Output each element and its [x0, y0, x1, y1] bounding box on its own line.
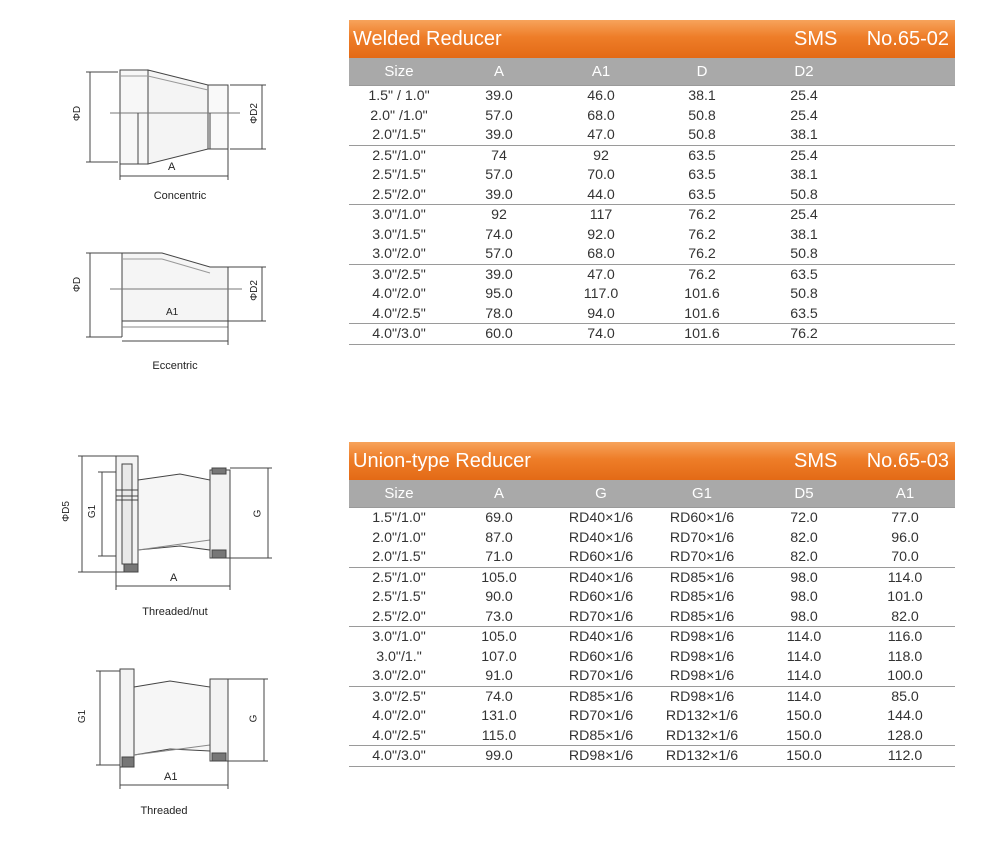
table-cell: 25.4 [790, 147, 818, 164]
table-cell: 76.2 [688, 226, 716, 243]
dim-label-d2: ΦD2 [248, 103, 260, 124]
col-header: Size [384, 63, 414, 80]
table-cell: 150.0 [786, 748, 822, 764]
threaded-drawing [60, 665, 280, 790]
table-cell: 107.0 [481, 648, 517, 665]
standard-label: SMS [794, 28, 838, 50]
dim-label-a: A [168, 161, 176, 173]
table-cell: 1.5" / 1.0" [368, 88, 430, 104]
row-group [349, 324, 955, 345]
table-cell: 77.0 [891, 510, 919, 526]
table-cell: 94.0 [587, 305, 615, 322]
table-row [349, 687, 955, 707]
table-cell: 105.0 [481, 629, 517, 645]
table-cell: RD40×1/6 [568, 629, 634, 645]
table-cell: 114.0 [887, 569, 923, 586]
table-cell: 92 [491, 207, 507, 223]
table-cell: 50.8 [790, 246, 818, 262]
table-cell: 2.5"/2.0" [372, 186, 426, 203]
table-cell: RD70×1/6 [669, 549, 735, 565]
table-cell: 60.0 [485, 326, 513, 342]
table-cell: 117.0 [583, 286, 619, 302]
table-row [349, 146, 955, 166]
table-cell: 150.0 [786, 727, 822, 744]
table-cell: 74.0 [587, 326, 615, 342]
row-group [349, 85, 955, 146]
union-title-bar [349, 442, 955, 480]
table-cell: 74.0 [485, 688, 513, 705]
dim-label-g1: G1 [87, 504, 99, 519]
table-cell: 74.0 [485, 226, 513, 243]
table-cell: 2.5"/1.0" [372, 569, 426, 586]
table-cell: 2.5"/1.5" [372, 167, 426, 183]
table-cell: 90.0 [485, 589, 513, 605]
table-header [349, 480, 955, 507]
table-cell: RD40×1/6 [568, 569, 634, 586]
table-cell: 82.0 [891, 608, 919, 625]
table-row [349, 587, 955, 607]
table-cell: 98.0 [790, 589, 818, 605]
table-cell: 114.0 [786, 648, 822, 665]
table-cell: RD132×1/6 [665, 727, 739, 744]
table-cell: 47.0 [587, 266, 615, 283]
table-cell: 105.0 [481, 569, 517, 586]
table-cell: 68.0 [587, 246, 615, 262]
table-cell: 150.0 [786, 708, 822, 724]
table-cell: 116.0 [887, 629, 923, 645]
table-cell: RD60×1/6 [568, 648, 634, 665]
table-cell: RD85×1/6 [669, 589, 735, 605]
table-cell: RD60×1/6 [669, 510, 735, 526]
table-row [349, 106, 955, 126]
table-cell: RD98×1/6 [669, 648, 735, 665]
table-cell: 50.8 [688, 107, 716, 124]
table-cell: RD60×1/6 [568, 549, 634, 565]
table-cell: 76.2 [688, 266, 716, 283]
table-cell: 44.0 [587, 186, 615, 203]
table-cell: RD132×1/6 [665, 708, 739, 724]
table-cell: 101.0 [887, 589, 923, 605]
dim-label-d2: ΦD2 [248, 280, 260, 301]
table-cell: 100.0 [887, 668, 923, 684]
table-cell: 98.0 [790, 569, 818, 586]
table-cell: 70.0 [891, 549, 919, 565]
table-cell: 39.0 [485, 88, 513, 104]
table-cell: 2.5"/1.0" [372, 147, 426, 164]
table-header [349, 58, 955, 85]
table-row [349, 607, 955, 627]
table-cell: 4.0"/3.0" [372, 748, 426, 764]
table-cell: 63.5 [688, 167, 716, 183]
table-row [349, 726, 955, 746]
dim-label-a1: A1 [164, 771, 178, 783]
col-header: Size [384, 485, 414, 502]
table-row [349, 304, 955, 324]
table-cell: 63.5 [688, 186, 716, 203]
table-cell: 47.0 [587, 127, 615, 143]
table-cell: 70.0 [587, 167, 615, 183]
table-row [349, 568, 955, 588]
table-cell: 38.1 [790, 167, 818, 183]
table-cell: RD132×1/6 [665, 748, 739, 764]
table-cell: 2.0"/1.5" [372, 127, 426, 143]
table-cell: 101.6 [684, 286, 720, 302]
table-cell: 4.0"/2.0" [372, 286, 426, 302]
table-cell: 2.5"/2.0" [372, 608, 426, 625]
table-cell: RD98×1/6 [669, 668, 735, 684]
table-row [349, 125, 955, 145]
table-title: Union-type Reducer [353, 450, 531, 472]
table-cell: 57.0 [485, 167, 513, 183]
table-row [349, 165, 955, 185]
table-cell: 25.4 [790, 107, 818, 124]
table-row [349, 265, 955, 285]
table-cell: 118.0 [887, 648, 923, 665]
table-cell: 98.0 [790, 608, 818, 625]
table-cell: 114.0 [786, 668, 822, 684]
table-cell: RD98×1/6 [669, 629, 735, 645]
table-cell: 63.5 [688, 147, 716, 164]
table-row [349, 647, 955, 667]
col-header: A [493, 485, 505, 502]
table-cell: RD60×1/6 [568, 589, 634, 605]
union-reducer-table [349, 442, 955, 767]
catalog-number: No.65-02 [866, 28, 949, 50]
table-row [349, 185, 955, 205]
table-cell: 50.8 [790, 286, 818, 302]
table-cell: 144.0 [887, 708, 923, 724]
table-cell: 2.0"/1.5" [372, 549, 426, 565]
col-header: A1 [895, 485, 915, 502]
table-cell: 4.0"/2.5" [372, 727, 426, 744]
table-row [349, 225, 955, 245]
threaded-nut-drawing [60, 450, 280, 590]
table-row [349, 244, 955, 264]
table-row [349, 284, 955, 304]
table-cell: 57.0 [485, 107, 513, 124]
table-cell: RD70×1/6 [669, 529, 735, 546]
col-header: D5 [794, 485, 814, 502]
table-cell: 99.0 [485, 748, 513, 764]
table-cell: 69.0 [485, 510, 513, 526]
table-cell: 3.0"/1." [376, 648, 422, 665]
table-cell: 92.0 [587, 226, 615, 243]
table-cell: 101.6 [684, 326, 720, 342]
table-cell: 3.0"/2.0" [372, 246, 426, 262]
table-cell: 112.0 [887, 748, 923, 764]
table-cell: 74 [491, 147, 507, 164]
concentric-drawing [70, 60, 280, 180]
table-row [349, 205, 955, 225]
table-cell: RD70×1/6 [568, 708, 634, 724]
col-header: D [696, 63, 708, 80]
table-cell: 92 [593, 147, 609, 164]
table-cell: 46.0 [587, 88, 615, 104]
table-cell: 38.1 [790, 226, 818, 243]
table-cell: 68.0 [587, 107, 615, 124]
table-row [349, 528, 955, 548]
table-row [349, 666, 955, 686]
table-cell: 85.0 [891, 688, 919, 705]
col-header: G [595, 485, 607, 502]
catalog-number: No.65-03 [866, 450, 949, 472]
table-cell: 3.0"/2.5" [372, 266, 426, 283]
table-cell: 95.0 [485, 286, 513, 302]
welded-title-bar [349, 20, 955, 58]
table-row [349, 706, 955, 726]
table-cell: 76.2 [688, 246, 716, 262]
table-cell: 128.0 [887, 727, 923, 744]
table-cell: 50.8 [790, 186, 818, 203]
dim-label-g1: G1 [77, 709, 89, 724]
table-cell: 78.0 [485, 305, 513, 322]
table-cell: 3.0"/2.5" [372, 688, 426, 705]
table-cell: 131.0 [481, 708, 517, 724]
table-cell: 25.4 [790, 207, 818, 223]
table-body [349, 85, 955, 345]
table-row [349, 746, 955, 766]
table-cell: 73.0 [485, 608, 513, 625]
row-group [349, 265, 955, 325]
row-group [349, 568, 955, 628]
table-cell: 63.5 [790, 305, 818, 322]
table-cell: 114.0 [786, 688, 822, 705]
table-cell: RD98×1/6 [669, 688, 735, 705]
dim-label-d: ΦD [72, 276, 84, 293]
table-title: Welded Reducer [353, 28, 502, 50]
col-header: A1 [591, 63, 611, 80]
dim-label-a1: A1 [166, 307, 179, 318]
table-row [349, 547, 955, 567]
table-cell: 3.0"/2.0" [372, 668, 426, 684]
table-cell: 3.0"/1.0" [372, 207, 426, 223]
dim-label-d: ΦD [72, 105, 84, 122]
table-body [349, 507, 955, 767]
table-cell: 76.2 [790, 326, 818, 342]
caption-threaded-nut: Threaded/nut [142, 606, 208, 618]
table-cell: 57.0 [485, 246, 513, 262]
table-cell: RD40×1/6 [568, 510, 634, 526]
table-cell: RD85×1/6 [669, 569, 735, 586]
table-cell: 87.0 [485, 529, 513, 546]
table-cell: 3.0"/1.5" [372, 226, 426, 243]
table-cell: RD70×1/6 [568, 608, 634, 625]
table-cell: 39.0 [485, 127, 513, 143]
table-cell: 2.0" /1.0" [370, 107, 428, 124]
table-cell: 2.5"/1.5" [372, 589, 426, 605]
table-cell: 63.5 [790, 266, 818, 283]
dim-label-d5: ΦD5 [60, 501, 72, 522]
caption-threaded: Threaded [140, 805, 188, 817]
table-cell: 39.0 [485, 186, 513, 203]
row-group [349, 146, 955, 206]
table-cell: RD40×1/6 [568, 529, 634, 546]
dim-label-a: A [170, 572, 178, 584]
table-cell: 4.0"/2.0" [372, 708, 426, 724]
row-group [349, 687, 955, 747]
table-cell: RD85×1/6 [568, 688, 634, 705]
col-header: A [493, 63, 505, 80]
table-cell: 2.0"/1.0" [372, 529, 426, 546]
table-row [349, 324, 955, 344]
col-header: G1 [691, 485, 713, 502]
table-cell: 1.5"/1.0" [372, 510, 426, 526]
table-cell: 72.0 [790, 510, 818, 526]
row-group [349, 507, 955, 568]
table-row [349, 627, 955, 647]
table-cell: 114.0 [786, 629, 822, 645]
table-cell: 71.0 [485, 549, 513, 565]
row-group [349, 627, 955, 687]
caption-eccentric: Eccentric [152, 360, 198, 372]
row-group [349, 746, 955, 767]
welded-reducer-table [349, 20, 955, 345]
dim-label-g: G [248, 714, 260, 723]
table-cell: 91.0 [485, 668, 513, 684]
table-cell: 76.2 [688, 207, 716, 223]
table-row [349, 508, 955, 528]
table-cell: 50.8 [688, 127, 716, 143]
table-cell: RD85×1/6 [568, 727, 634, 744]
col-header: D2 [794, 63, 814, 80]
table-cell: RD85×1/6 [669, 608, 735, 625]
standard-label: SMS [794, 450, 838, 472]
dim-label-g: G [252, 509, 264, 518]
caption-concentric: Concentric [153, 190, 207, 202]
table-cell: 4.0"/3.0" [372, 326, 426, 342]
table-cell: 39.0 [485, 266, 513, 283]
table-row [349, 86, 955, 106]
table-cell: 115.0 [481, 727, 517, 744]
table-cell: 3.0"/1.0" [372, 629, 426, 645]
table-cell: RD98×1/6 [568, 748, 634, 764]
table-cell: RD70×1/6 [568, 668, 634, 684]
table-cell: 101.6 [684, 305, 720, 322]
row-group [349, 205, 955, 265]
table-cell: 82.0 [790, 529, 818, 546]
table-cell: 38.1 [790, 127, 818, 143]
table-cell: 25.4 [790, 88, 818, 104]
table-cell: 117 [589, 207, 613, 223]
table-cell: 96.0 [891, 529, 919, 546]
eccentric-drawing [70, 245, 280, 350]
table-cell: 4.0"/2.5" [372, 305, 426, 322]
table-cell: 38.1 [688, 88, 716, 104]
table-cell: 82.0 [790, 549, 818, 565]
